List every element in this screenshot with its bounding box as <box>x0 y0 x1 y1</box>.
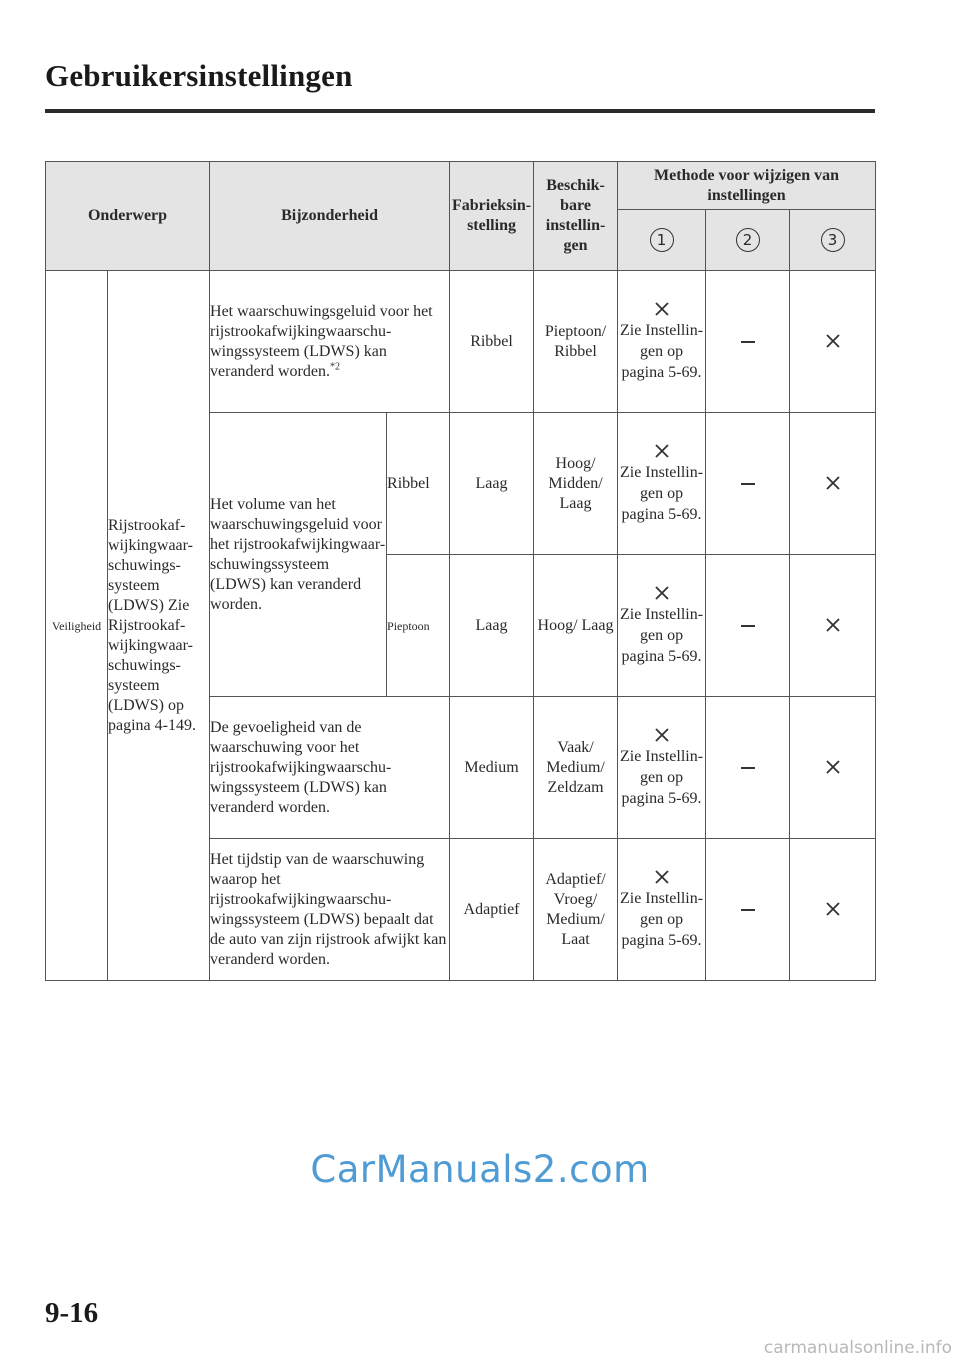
cross-icon <box>653 442 671 460</box>
dash-icon <box>741 483 755 485</box>
table-row <box>46 271 876 413</box>
header-method: Methode voor wijzigen van instellingen <box>618 162 876 210</box>
header-method-3 <box>790 210 876 271</box>
page-reference: Zie Instellin-gen op pagina 5-69. <box>619 606 704 665</box>
method-3-cell <box>790 697 876 839</box>
settings-table <box>45 161 876 981</box>
factory-cell: Laag <box>450 555 534 697</box>
method-1-cell <box>618 555 706 697</box>
available-cell: Adaptief/ Vroeg/ Medium/ Laat <box>534 839 618 981</box>
footer-site-link[interactable]: carmanualsonline.info <box>763 1338 952 1358</box>
cross-icon <box>653 584 671 602</box>
dash-icon <box>741 767 755 769</box>
page-reference: Zie Instellin-gen op pagina 5-69. <box>619 322 704 381</box>
method-2-cell <box>706 697 790 839</box>
cross-icon <box>824 332 842 350</box>
page-reference: Zie Instellin-gen op pagina 5-69. <box>619 748 704 807</box>
page-reference: Zie Instellin-gen op pagina 5-69. <box>619 464 704 523</box>
circled-number-1-icon: 1 <box>650 228 674 252</box>
watermark-link[interactable]: CarManuals2.com <box>310 1148 650 1191</box>
header-method-1 <box>618 210 706 271</box>
detail-cell: Het volume van het waarschuwingsgeluid voor het rijstrookafwijkingwaar-schuwingssysteem (LDWS) kan veranderd worden. <box>210 413 387 697</box>
header-subject: Onderwerp <box>46 162 210 271</box>
available-cell: Vaak/ Medium/ Zeldzam <box>534 697 618 839</box>
sub-setting-cell: Pieptoon <box>387 555 450 697</box>
category-cell: Veiligheid <box>46 271 108 981</box>
cross-icon <box>824 900 842 918</box>
factory-cell: Ribbel <box>450 271 534 413</box>
circled-number-2-icon: 2 <box>736 228 760 252</box>
factory-cell: Laag <box>450 413 534 555</box>
method-2-cell <box>706 271 790 413</box>
cross-icon <box>653 868 671 886</box>
circled-number-3-icon: 3 <box>821 228 845 252</box>
header-available: Beschik-bare instellin-gen <box>534 162 618 271</box>
available-cell: Hoog/ Laag <box>534 555 618 697</box>
method-1-cell <box>618 839 706 981</box>
subject-cell: Rijstrookaf-wijkingwaar-schuwings-systeem (LDWS) Zie Rijstrookaf-wijkingwaar-schuwings-systeem (LDWS) op pagina 4-149. <box>108 271 210 981</box>
dash-icon <box>741 341 755 343</box>
page-title: Gebruikersinstellingen <box>45 58 353 93</box>
cross-icon <box>653 300 671 318</box>
factory-cell: Adaptief <box>450 839 534 981</box>
cross-icon <box>653 726 671 744</box>
footnote-mark: *2 <box>329 361 340 373</box>
dash-icon <box>741 909 755 911</box>
page-reference: Zie Instellin-gen op pagina 5-69. <box>619 890 704 949</box>
available-cell: Hoog/ Midden/ Laag <box>534 413 618 555</box>
dash-icon <box>741 625 755 627</box>
detail-text: Het waarschuwingsgeluid voor het rijstrookafwijkingwaarschu-wingssysteem (LDWS) kan veranderd worden. <box>210 302 433 380</box>
method-1-cell <box>618 271 706 413</box>
cross-icon <box>824 616 842 634</box>
cross-icon <box>824 758 842 776</box>
header-detail: Bijzonderheid <box>210 162 450 271</box>
method-1-cell <box>618 413 706 555</box>
detail-cell: De gevoeligheid van de waarschuwing voor het rijstrookafwijkingwaarschu-wingssysteem (LDWS) kan veranderd worden. <box>210 697 450 839</box>
detail-cell: Het tijdstip van de waarschuwing waarop het rijstrookafwijkingwaarschu-wingssysteem (LDWS) bepaalt dat de auto van zijn rijstrook afwijkt kan veranderd worden. <box>210 839 450 981</box>
page-number: 9-16 <box>45 1297 99 1329</box>
method-3-cell <box>790 839 876 981</box>
method-2-cell <box>706 555 790 697</box>
method-3-cell <box>790 555 876 697</box>
method-1-cell <box>618 697 706 839</box>
method-3-cell <box>790 413 876 555</box>
sub-setting-cell: Ribbel <box>387 413 450 555</box>
cross-icon <box>824 474 842 492</box>
method-2-cell <box>706 413 790 555</box>
factory-cell: Medium <box>450 697 534 839</box>
method-2-cell <box>706 839 790 981</box>
available-cell: Pieptoon/ Ribbel <box>534 271 618 413</box>
header-factory: Fabrieksin-stelling <box>450 162 534 271</box>
method-3-cell <box>790 271 876 413</box>
header-method-2 <box>706 210 790 271</box>
detail-cell <box>210 271 450 413</box>
title-divider <box>45 109 875 113</box>
